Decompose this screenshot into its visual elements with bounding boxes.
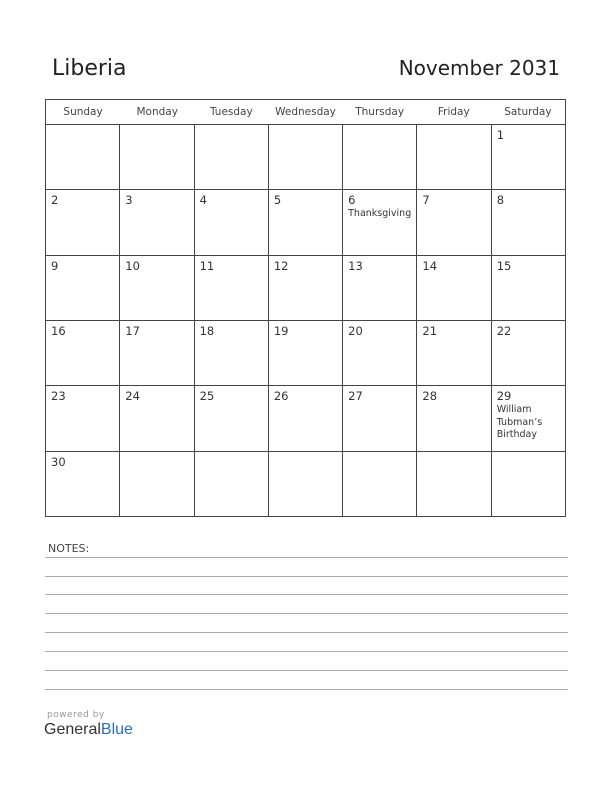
day-number: 14 — [422, 258, 438, 273]
day-cell — [46, 321, 120, 385]
day-cell — [269, 321, 343, 385]
day-cell — [120, 190, 194, 254]
day-number: 20 — [348, 323, 363, 338]
day-cell — [492, 321, 565, 385]
day-cell — [492, 256, 565, 320]
day-cell — [492, 386, 565, 450]
day-cell — [269, 256, 343, 320]
day-cell — [120, 321, 194, 385]
day-number: 2 — [51, 193, 59, 208]
day-cell — [417, 125, 491, 189]
day-cell — [269, 190, 343, 254]
day-number: 1 — [496, 128, 505, 142]
day-cell — [269, 386, 343, 450]
holiday-label: Thanksgiving — [348, 208, 412, 220]
day-cell — [195, 125, 269, 189]
day-number: 7 — [422, 193, 430, 208]
day-number: 9 — [51, 258, 59, 273]
day-number: 18 — [199, 323, 215, 338]
weeks-container — [46, 125, 565, 516]
day-number: 15 — [496, 258, 512, 273]
day-number: 23 — [51, 389, 66, 404]
day-number: 28 — [422, 389, 438, 404]
day-cell — [46, 386, 120, 450]
powered-by-text: powered by — [47, 710, 105, 720]
country-title: Liberia — [52, 56, 127, 81]
day-header-saturday: Saturday — [504, 106, 552, 118]
day-cell — [46, 452, 120, 516]
day-number: 19 — [273, 323, 289, 338]
day-cell — [343, 256, 417, 320]
day-cell — [343, 125, 417, 189]
day-number: 21 — [422, 323, 438, 338]
day-cell — [195, 386, 269, 450]
note-line — [45, 651, 568, 652]
week-row — [46, 452, 565, 516]
day-cell — [417, 190, 491, 254]
week-row — [46, 386, 565, 451]
day-number: 12 — [273, 258, 289, 273]
note-line — [45, 670, 568, 671]
day-cell — [120, 256, 194, 320]
month-year-title: November 2031 — [398, 56, 560, 80]
brand-blue-text: Blue — [100, 721, 133, 738]
week-row — [46, 190, 565, 255]
day-cell — [417, 256, 491, 320]
day-cell — [492, 190, 565, 254]
day-number: 17 — [125, 323, 140, 338]
day-number: 4 — [199, 193, 207, 208]
day-header-tuesday: Tuesday — [209, 106, 253, 118]
notes-label: NOTES: — [48, 542, 90, 555]
day-cell — [492, 452, 565, 516]
day-cell — [46, 190, 120, 254]
day-number: 10 — [125, 258, 140, 273]
note-line — [45, 613, 568, 614]
generalblue-logo — [44, 721, 133, 739]
day-header-thursday: Thursday — [355, 106, 405, 118]
day-number: 24 — [125, 389, 140, 404]
day-number: 3 — [125, 193, 133, 208]
day-cell — [343, 321, 417, 385]
brand-general-text: General — [44, 721, 101, 738]
day-cell — [120, 386, 194, 450]
day-cell — [343, 452, 417, 516]
day-cell — [417, 452, 491, 516]
day-number: 22 — [496, 323, 512, 338]
day-cell — [269, 125, 343, 189]
note-line — [45, 557, 568, 558]
note-line — [45, 689, 568, 690]
day-number: 29 — [496, 389, 512, 404]
day-cell — [269, 452, 343, 516]
day-cell — [195, 321, 269, 385]
holiday-label: William Tubman’s Birthday — [496, 404, 543, 441]
day-cell — [417, 386, 491, 450]
week-row — [46, 321, 565, 386]
day-number: 13 — [348, 258, 363, 273]
day-cell — [343, 386, 417, 450]
day-cell — [343, 190, 417, 254]
day-cell — [195, 190, 269, 254]
day-number: 11 — [199, 258, 215, 273]
calendar-grid — [45, 99, 566, 517]
day-cell — [46, 256, 120, 320]
day-cell — [120, 125, 194, 189]
day-number: 6 — [348, 193, 356, 208]
day-cell — [417, 321, 491, 385]
day-number: 26 — [273, 389, 289, 404]
day-header-row — [46, 100, 565, 125]
note-line — [45, 594, 568, 595]
day-number: 5 — [273, 193, 282, 208]
day-header-friday: Friday — [437, 106, 470, 118]
day-number: 8 — [496, 193, 505, 208]
day-cell — [492, 125, 565, 189]
week-row — [46, 256, 565, 321]
day-number: 25 — [199, 389, 215, 404]
day-cell — [120, 452, 194, 516]
day-number: 27 — [348, 389, 363, 404]
note-line — [45, 576, 568, 577]
day-number: 30 — [51, 454, 66, 469]
day-cell — [195, 256, 269, 320]
note-line — [45, 632, 568, 633]
day-cell — [46, 125, 120, 189]
day-header-wednesday: Wednesday — [275, 106, 336, 118]
day-header-monday: Monday — [136, 106, 178, 118]
day-cell — [195, 452, 269, 516]
day-number: 16 — [51, 323, 66, 338]
week-row — [46, 125, 565, 190]
day-header-sunday: Sunday — [63, 106, 103, 118]
